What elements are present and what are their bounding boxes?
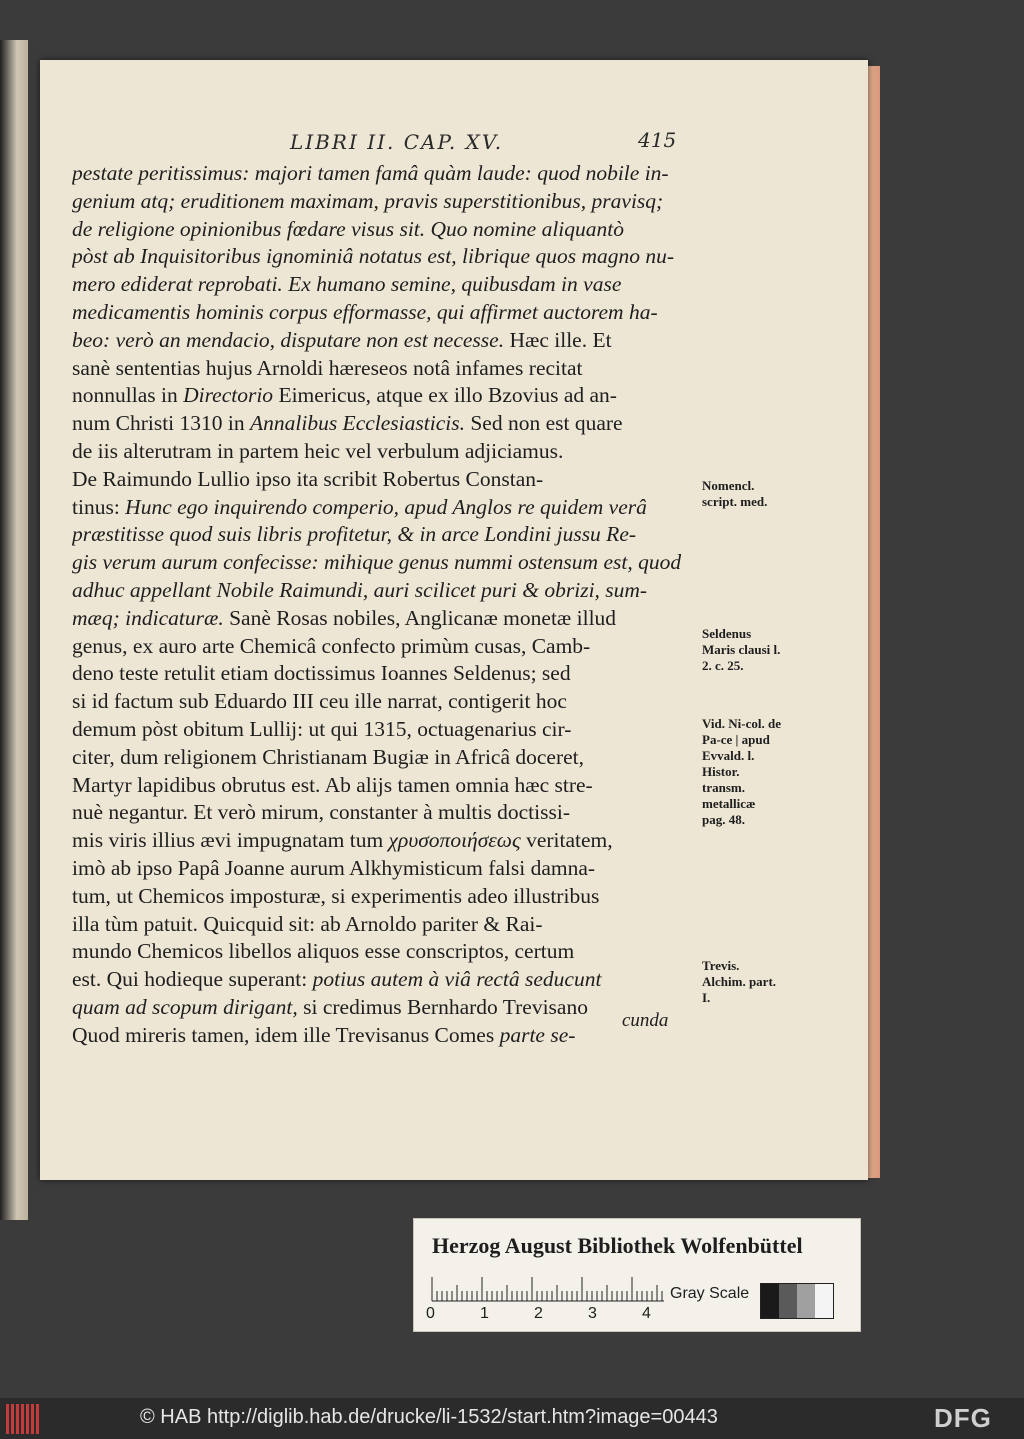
text-run: illa tùm patuit. Quicquid sit: ab Arnoldo pariter & Rai- — [72, 911, 543, 936]
copyright-url[interactable]: © HAB http://diglib.hab.de/drucke/li-1532/start.htm?image=00443 — [140, 1406, 718, 1428]
text-run: præstitisse quod suis libris profitetur, & in arce Londini jussu Re- — [72, 522, 637, 547]
text-run: Directorio — [183, 383, 274, 408]
text-run: pestate peritissimus: majori tamen famâ quàm laude: quod nobile in- — [72, 161, 669, 185]
ruler-number: 2 — [534, 1305, 543, 1322]
gray-swatch — [815, 1284, 833, 1318]
text-run: Hunc ego inquirendo comperio, apud Anglos re quidem verâ — [125, 494, 647, 519]
gray-swatch — [797, 1284, 815, 1318]
text-run: Annalibus Ecclesiasticis. — [249, 411, 465, 436]
text-run: veritatem, — [520, 828, 613, 853]
text-line — [72, 938, 698, 966]
text-run: Martyr lapidibus obrutus est. Ab alijs tamen omnia hæc stre- — [72, 772, 593, 797]
catchword: cunda — [622, 1010, 669, 1031]
gray-swatch — [779, 1284, 797, 1318]
text-line — [72, 271, 698, 299]
text-run: beo: verò an mendacio, disputare non est necesse. — [72, 327, 510, 352]
text-line — [72, 438, 698, 466]
text-line — [72, 605, 698, 633]
text-line — [72, 688, 698, 716]
text-run: si credimus Bernhardo Trevisano — [297, 994, 588, 1019]
text-run: Eimericus, atque ex illo Bzovius ad an- — [273, 383, 617, 408]
text-line — [72, 327, 698, 355]
margin-note: Trevis. Alchim. part. I. — [702, 958, 777, 1005]
text-line — [72, 521, 698, 549]
text-run: potius autem à viâ rectâ seducunt — [312, 967, 602, 992]
text-run: pòst ab Inquisitoribus ignominiâ notatus est, librique quos magno nu- — [72, 244, 675, 269]
text-line — [72, 827, 698, 855]
text-line — [72, 744, 698, 772]
gray-scale-swatches — [760, 1283, 834, 1319]
text-line — [72, 188, 698, 216]
margin-note: Seldenus Maris clausi l. 2. c. 25. — [702, 626, 781, 673]
text-line — [72, 883, 698, 911]
text-run: citer, dum religionem Christianam Bugiæ in Africâ doceret, — [72, 744, 585, 769]
text-run: num Christi 1310 in — [72, 411, 250, 436]
text-line — [72, 216, 698, 244]
text-line — [72, 772, 698, 800]
running-header: LIBRI II. CAP. XV. — [290, 130, 504, 154]
text-run: demum pòst obitum Lullij: ut qui 1315, octuagenarius cir- — [72, 716, 572, 741]
text-line — [72, 633, 698, 661]
text-run: mis viris illius ævi impugnatam tum — [72, 828, 389, 853]
scale-ruler — [430, 1273, 666, 1303]
dfg-logo: DFG — [934, 1403, 992, 1433]
text-line — [72, 549, 698, 577]
text-run: Quod mireris tamen, idem ille Trevisanus Comes — [72, 1022, 500, 1047]
page-number: 415 — [638, 128, 677, 152]
text-line — [72, 994, 698, 1022]
text-run: quam ad scopum dirigant, — [72, 994, 298, 1019]
ruler-number: 4 — [642, 1305, 651, 1322]
text-line — [72, 716, 698, 744]
text-line — [72, 299, 698, 327]
text-run: nonnullas in — [72, 383, 184, 408]
text-run: mundo Chemicos libellos aliquos esse conscriptos, certum — [72, 939, 575, 964]
text-run: tinus: — [72, 494, 126, 519]
text-line — [72, 494, 698, 522]
text-run: genus, ex auro arte Chemicâ confecto primùm cusas, Camb- — [72, 633, 591, 658]
text-run: mero ediderat reprobati. Ex humano semine, quibusdam in vase — [72, 272, 622, 297]
adjacent-page-edge — [0, 40, 28, 1220]
text-run: Hæc ille. Et — [509, 327, 612, 352]
text-line — [72, 1022, 698, 1050]
text-line — [72, 911, 698, 939]
text-run: tum, ut Chemicos imposturæ, si experimentis adeo illustribus — [72, 883, 600, 908]
ruler-number: 3 — [588, 1305, 597, 1322]
text-line — [72, 660, 698, 688]
body-text — [72, 160, 698, 1050]
hab-logo-icon — [6, 1404, 46, 1434]
text-run: est. Qui hodieque superant: — [72, 967, 313, 992]
text-line — [72, 855, 698, 883]
text-line — [72, 577, 698, 605]
margin-note: Vid. Ni-col. de Pa-ce | apud Evvald. l. Histor. transm. metallicæ pag. 48. — [702, 716, 781, 827]
text-line — [72, 410, 698, 438]
text-run: si id factum sub Eduardo III ceu ille narrat, contigerit hoc — [72, 689, 567, 714]
text-run: Sed non est quare — [464, 411, 623, 436]
text-line — [72, 466, 698, 494]
text-line — [72, 799, 698, 827]
text-run: adhuc appellant Nobile Raimundi, auri scilicet puri & obrizi, sum- — [72, 577, 648, 602]
text-run: gis verum aurum confecisse: mihique genus nummi ostensum est, quod — [72, 550, 682, 575]
text-line — [72, 243, 698, 271]
text-run: de iis alterutram in partem heic vel verbulum adjiciamus. — [72, 438, 564, 463]
ruler-number: 0 — [426, 1305, 435, 1322]
text-run: Sanè Rosas nobiles, Anglicanæ monetæ illud — [223, 605, 617, 630]
library-label — [413, 1218, 861, 1332]
ruler-number: 1 — [480, 1305, 489, 1322]
text-run: sanè sententias hujus Arnoldi hæreseos notâ infames recitat — [72, 355, 583, 380]
text-run: imò ab ipso Papâ Joanne aurum Alkhymisticum falsi damna- — [72, 855, 596, 880]
text-run: de religione opinionibus fœdare visus sit. Quo nomine aliquantò — [72, 216, 625, 241]
text-run: deno teste retulit etiam doctissimus Ioannes Seldenus; sed — [72, 661, 571, 686]
text-run: medicamentis hominis corpus efformasse, qui affirmet auctorem ha- — [72, 299, 658, 324]
gray-scale-label: Gray Scale — [670, 1285, 750, 1302]
footer-bar — [0, 1398, 1024, 1439]
text-run: De Raimundo Lullio ipso ita scribit Robertus Constan- — [72, 466, 544, 491]
text-run: genium atq; eruditionem maximam, pravis superstitionibus, pravisq; — [72, 188, 664, 213]
text-line — [72, 966, 698, 994]
text-line — [72, 355, 698, 383]
text-line — [72, 382, 698, 410]
text-run: nuè negantur. Et verò mirum, constanter à multis doctissi- — [72, 800, 570, 825]
gray-swatch — [761, 1284, 779, 1318]
text-run: χρυσοποιήσεως — [388, 828, 521, 853]
text-run: parte se- — [499, 1022, 576, 1047]
library-name: Herzog August Bibliothek Wolfenbüttel — [432, 1233, 803, 1258]
margin-note: Nomencl. script. med. — [702, 478, 768, 509]
text-line — [72, 160, 698, 188]
text-run: mæq; indicaturæ. — [72, 605, 224, 630]
